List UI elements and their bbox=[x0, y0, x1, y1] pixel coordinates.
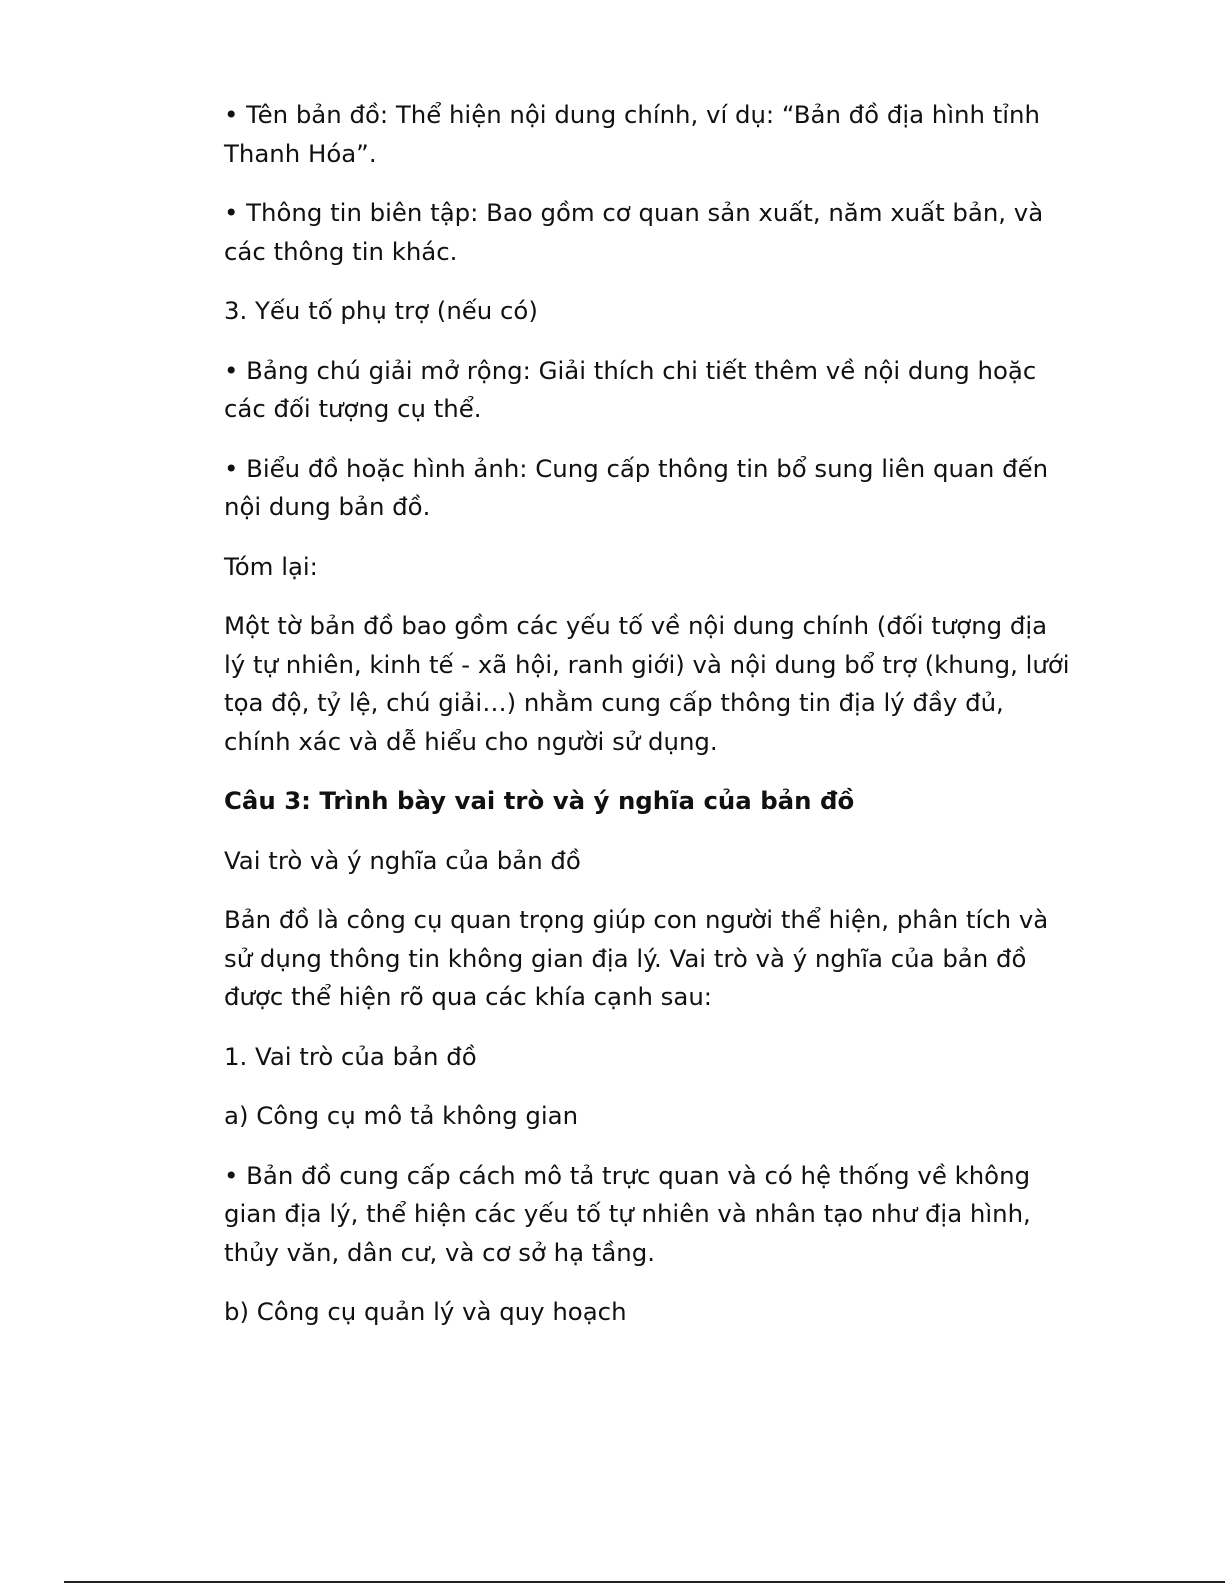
document-page bbox=[224, 96, 1074, 1353]
bullet-editorial-info: • Thông tin biên tập: Bao gồm cơ quan sản xuất, năm xuất bản, và các thông tin khác. bbox=[224, 198, 1044, 266]
question-3-heading: Câu 3: Trình bày vai trò và ý nghĩa của bản đồ bbox=[224, 786, 855, 815]
intro-paragraph: Bản đồ là công cụ quan trọng giúp con người thể hiện, phân tích và sử dụng thông tin không gian địa lý. Vai trò và ý nghĩa của bản đồ được thể hiện rõ qua các khía cạnh sau: bbox=[224, 905, 1049, 1011]
summary-label: Tóm lại: bbox=[224, 551, 318, 581]
bullet-map-title: • Tên bản đồ: Thể hiện nội dung chính, ví dụ: “Bản đồ địa hình tỉnh Thanh Hóa”. bbox=[224, 100, 1040, 168]
page-bottom-border bbox=[64, 1581, 1225, 1583]
section-map-roles: 1. Vai trò của bản đồ bbox=[224, 1041, 477, 1071]
bullet-charts-images: • Biểu đồ hoặc hình ảnh: Cung cấp thông tin bổ sung liên quan đến nội dung bản đồ. bbox=[224, 453, 1049, 521]
role-meaning-title: Vai trò và ý nghĩa của bản đồ bbox=[224, 845, 581, 875]
bullet-visual-description: • Bản đồ cung cấp cách mô tả trực quan và có hệ thống về không gian địa lý, thể hiện các yếu tố tự nhiên và nhân tạo như địa hình, thủy văn, dân cư, và cơ sở hạ tầng. bbox=[224, 1160, 1031, 1267]
section-auxiliary-elements: 3. Yếu tố phụ trợ (nếu có) bbox=[224, 296, 538, 325]
summary-paragraph: Một tờ bản đồ bao gồm các yếu tố về nội dung chính (đối tượng địa lý tự nhiên, kinh tế - xã hội, ranh giới) và nội dung bổ trợ (khung, lưới tọa độ, tỷ lệ, chú giải…) nhằm cung cấp thông tin địa lý đầy đủ, chính xác và dễ hiểu cho người sử dụng. bbox=[224, 611, 1070, 756]
subsection-management-planning: b) Công cụ quản lý và quy hoạch bbox=[224, 1297, 627, 1326]
bullet-extended-legend: • Bảng chú giải mở rộng: Giải thích chi tiết thêm về nội dung hoặc các đối tượng cụ thể. bbox=[224, 355, 1037, 423]
subsection-spatial-description: a) Công cụ mô tả không gian bbox=[224, 1101, 579, 1130]
